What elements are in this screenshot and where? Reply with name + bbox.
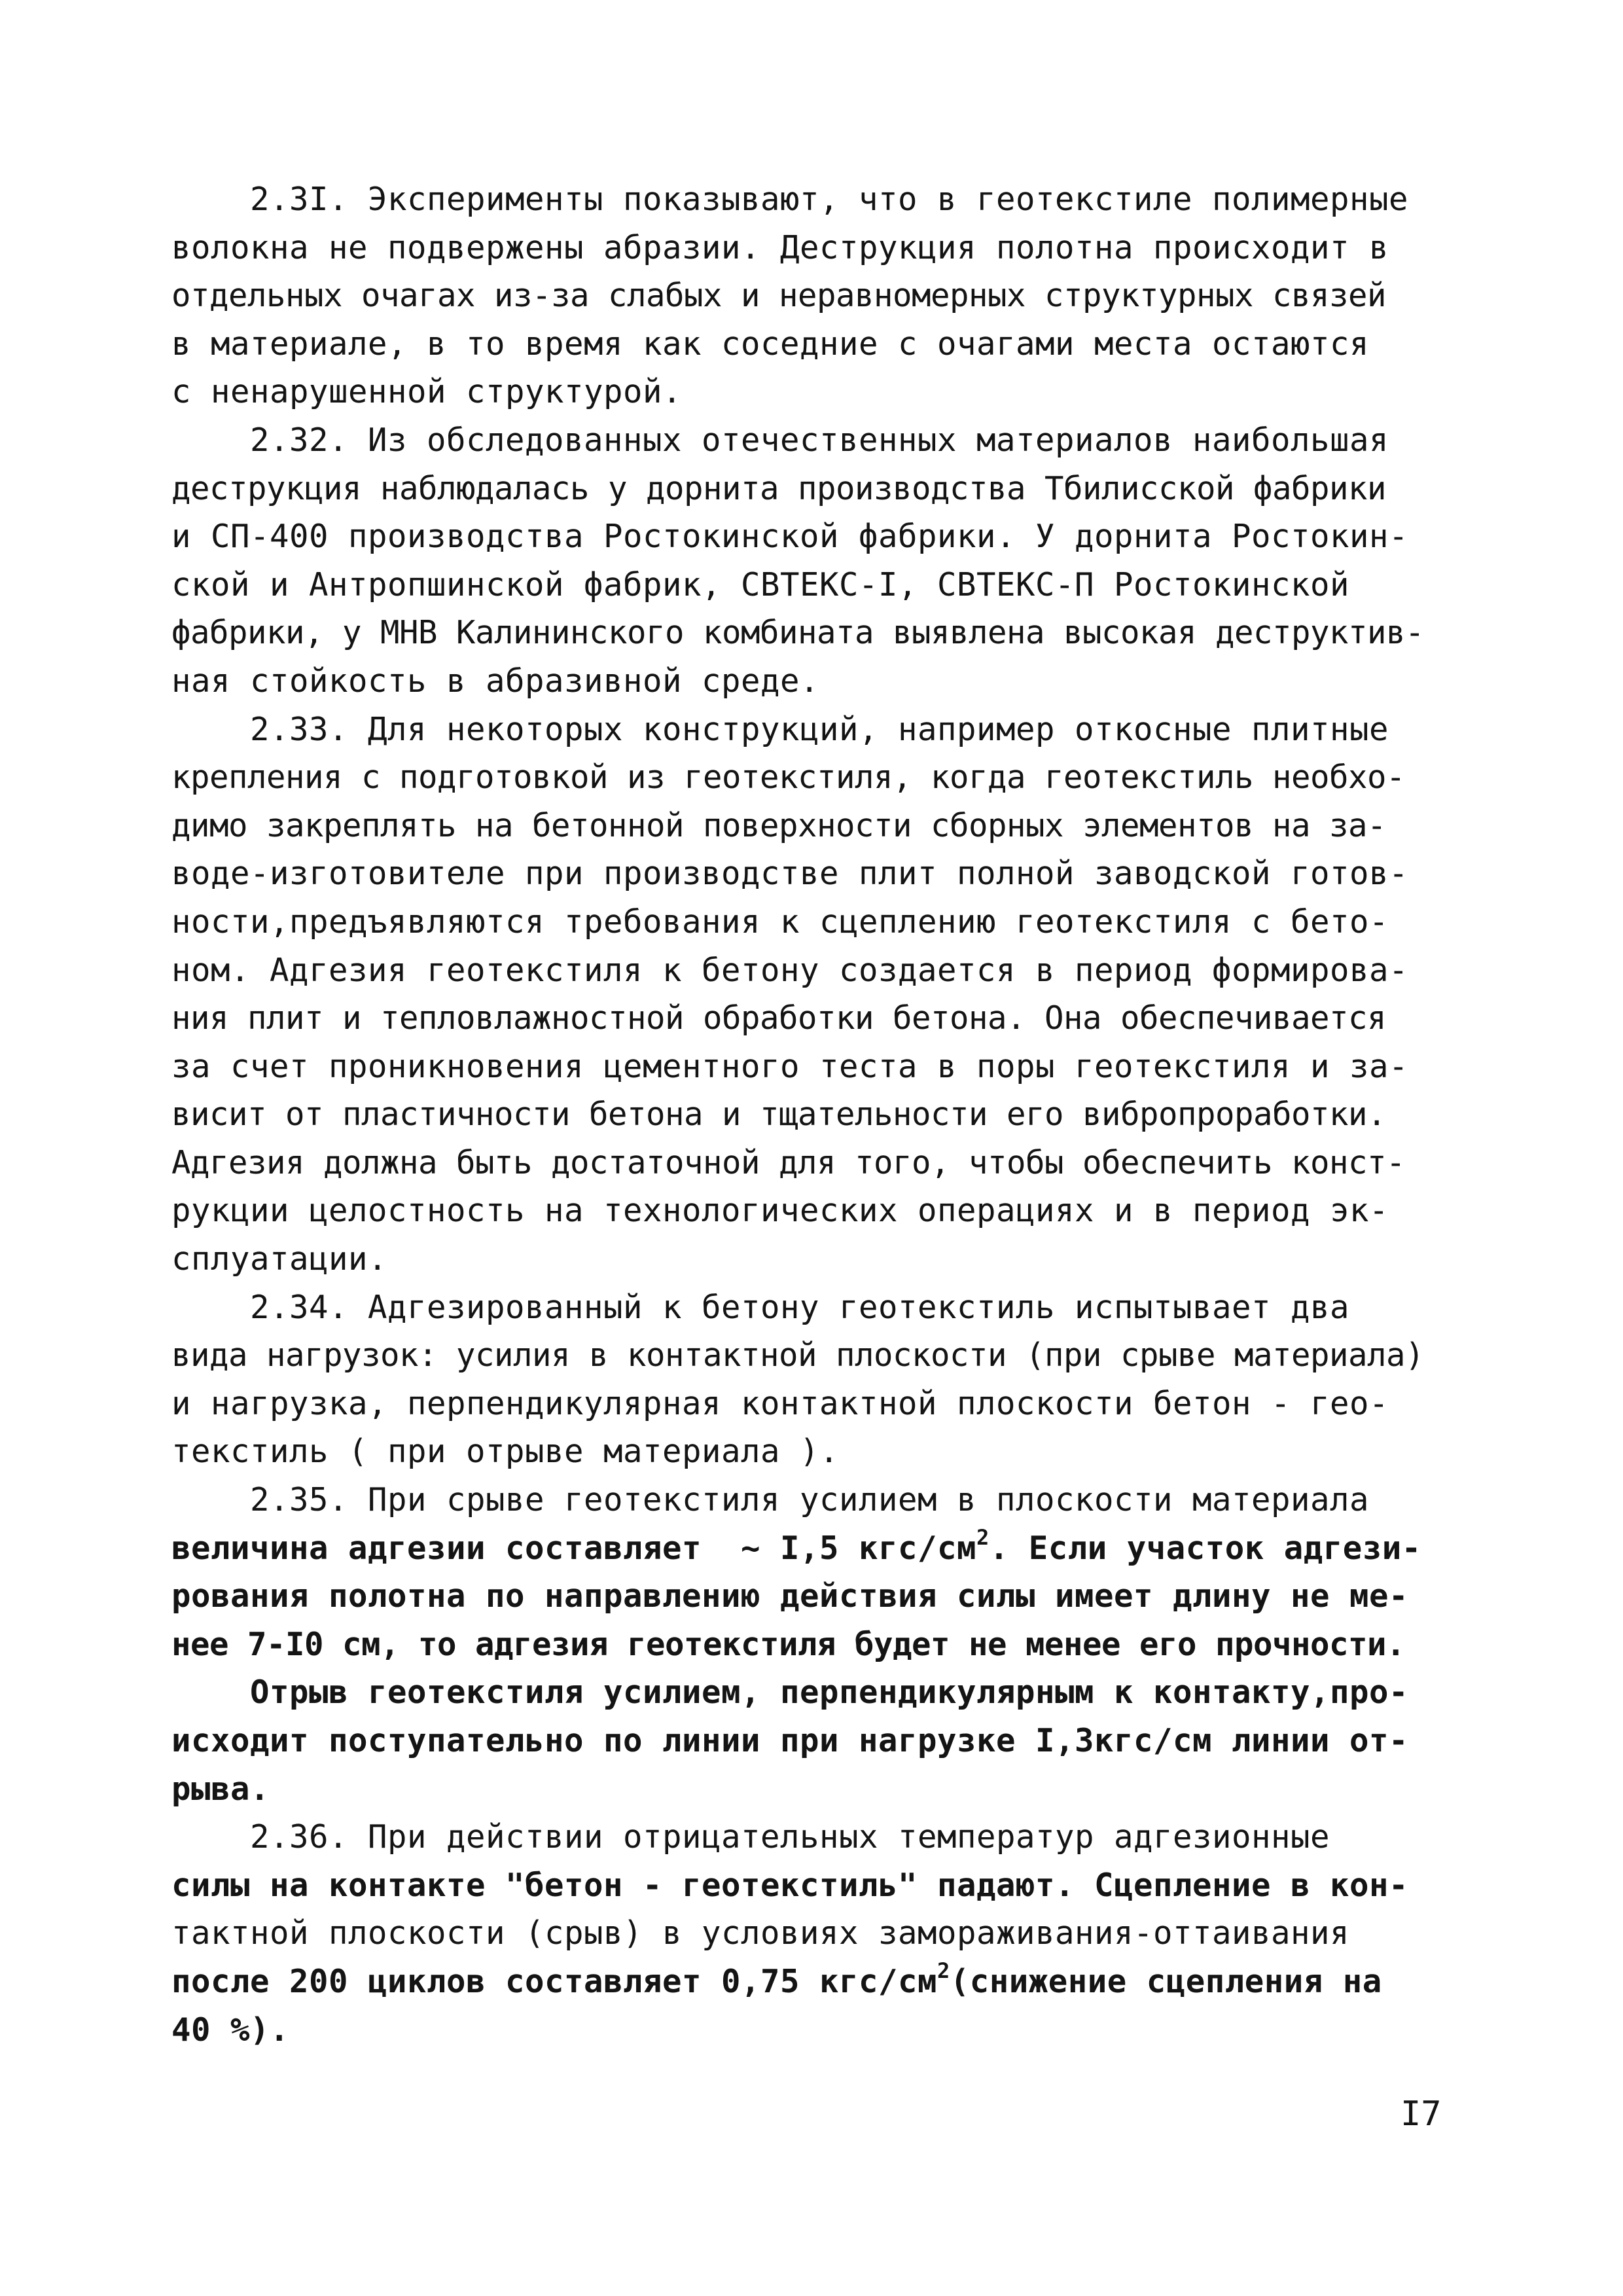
text-line: текстиль ( при отрыве материала ). bbox=[171, 1433, 840, 1471]
text-line-part: после 200 циклов составляет 0,75 кгс/см bbox=[171, 1962, 938, 2000]
text-line: волокна не подвержены абразии. Деструкция полотна происходит в bbox=[171, 228, 1389, 266]
text-line: ской и Антропшинской фабрик, СВТЕКС-I, СВТЕКС-П Ростокинской bbox=[171, 565, 1350, 603]
text-line: исходит поступательно по линии при нагрузке I,3кгс/см линии от- bbox=[171, 1722, 1409, 1759]
text-line-with-superscript bbox=[171, 1524, 1520, 1573]
text-line: рования полотна по направлению действия силы имеет длину не ме- bbox=[171, 1577, 1409, 1615]
text-line-part: величина адгезии составляет ~ I,5 кгс/см bbox=[171, 1529, 977, 1567]
body-text bbox=[171, 175, 1520, 2054]
text-line: силы на контакте "бетон - геотекстиль" падают. Сцепление в кон- bbox=[171, 1866, 1409, 1904]
text-line: тактной плоскости (срыв) в условиях замораживания-оттаивания bbox=[171, 1914, 1350, 1952]
superscript: 2 bbox=[937, 1958, 950, 1983]
text-line-part: (снижение сцепления на bbox=[950, 1962, 1382, 2000]
text-line: 2.32. Из обследованных отечественных материалов наибольшая bbox=[171, 421, 1389, 459]
text-line: 2.34. Адгезированный к бетону геотекстиль испытывает два bbox=[171, 1288, 1350, 1326]
text-line: деструкция наблюдалась у дорнита производства Тбилисской фабрики bbox=[171, 469, 1387, 507]
text-line: Отрыв геотекстиля усилием, перпендикулярным к контакту,про- bbox=[171, 1674, 1409, 1712]
text-line: ности,предъявляются требования к сцеплению геотекстиля с бето- bbox=[171, 903, 1389, 941]
text-line: ная стойкость в абразивной среде. bbox=[171, 662, 820, 700]
text-line: воде-изготовителе при производстве плит полной заводской готов- bbox=[171, 855, 1409, 893]
text-line: сплуатации. bbox=[171, 1240, 388, 1278]
text-line: 40 %). bbox=[171, 2011, 290, 2049]
page-number: I7 bbox=[1400, 2094, 1442, 2134]
text-line: и нагрузка, перпендикулярная контактной плоскости бетон - гео- bbox=[171, 1384, 1389, 1422]
text-line: 2.33. Для некоторых конструкций, например откосные плитные bbox=[171, 710, 1389, 748]
text-line-part: . Если участок адгези- bbox=[989, 1529, 1421, 1567]
text-line: и СП-400 производства Ростокинской фабрики. У дорнита Ростокин- bbox=[171, 518, 1409, 556]
text-line: ния плит и тепловлажностной обработки бетона. Она обеспечивается bbox=[171, 999, 1387, 1037]
text-line: 2.36. При действии отрицательных температур адгезионные bbox=[171, 1818, 1330, 1856]
text-line: димо закреплять на бетонной поверхности сборных элементов на за- bbox=[171, 806, 1387, 844]
text-line-with-superscript bbox=[171, 1958, 1520, 2006]
text-line: с ненарушенной структурой. bbox=[171, 373, 683, 411]
text-line: рыва. bbox=[171, 1770, 270, 1808]
text-line: Адгезия должна быть достаточной для того, чтобы обеспечить конст- bbox=[171, 1143, 1406, 1181]
text-line: ном. Адгезия геотекстиля к бетону создается в период формирова- bbox=[171, 951, 1409, 989]
text-line: за счет проникновения цементного теста в поры геотекстиля и за- bbox=[171, 1047, 1409, 1085]
text-line: фабрики, у МНВ Калининского комбината выявлена высокая деструктив- bbox=[171, 614, 1425, 652]
text-line: рукции целостность на технологических операциях и в период эк- bbox=[171, 1192, 1389, 1230]
superscript: 2 bbox=[976, 1524, 990, 1550]
text-line: нее 7-I0 см, то адгезия геотекстиля будет не менее его прочности. bbox=[171, 1625, 1406, 1663]
text-line: крепления с подготовкой из геотекстиля, когда геотекстиль необхо- bbox=[171, 759, 1406, 797]
text-line: в материале, в то время как соседние с очагами места остаются bbox=[171, 325, 1370, 363]
text-line: вида нагрузок: усилия в контактной плоскости (при срыве материала) bbox=[171, 1336, 1425, 1374]
text-line: 2.35. При срыве геотекстиля усилием в плоскости материала bbox=[171, 1481, 1370, 1519]
text-line: висит от пластичности бетона и тщательности его вибропроработки. bbox=[171, 1096, 1387, 1134]
text-line: 2.3I. Эксперименты показывают, что в геотекстиле полимерные bbox=[171, 181, 1409, 218]
text-line: отдельных очагах из-за слабых и неравномерных структурных связей bbox=[171, 277, 1387, 315]
